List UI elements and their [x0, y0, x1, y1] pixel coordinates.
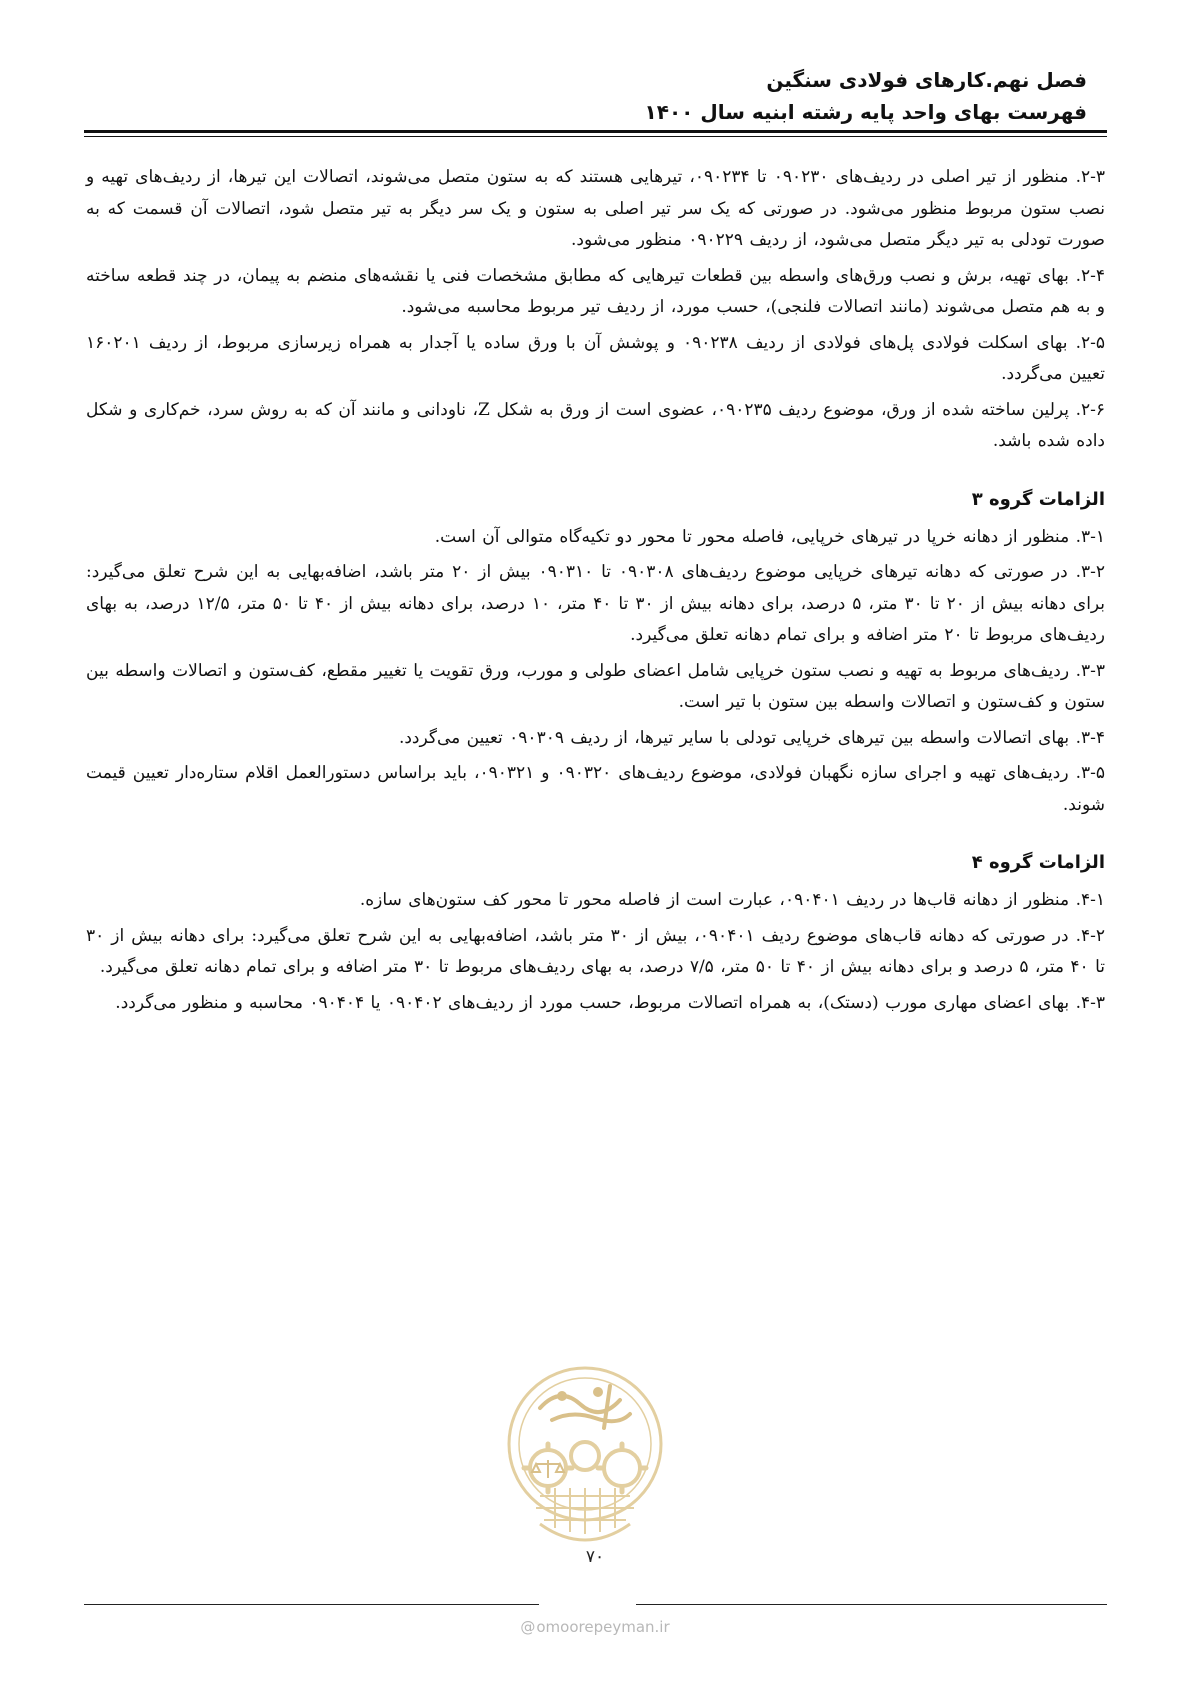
- paragraph-2-5: ۲-۵. بهای اسکلت فولادی پل‌های فولادی از ردیف ۰۹۰۲۳۸ و پوشش آن با ورق ساده یا آجدار به همراه زیرسازی مربوط، از ردیف ۱۶۰۲۰۱ تعیین می‌گردد.: [86, 332, 1105, 384]
- footer-rule-right: [636, 1604, 1107, 1605]
- footer-watermark-handle: [505, 1618, 685, 1636]
- paragraph-3-5: ۳-۵. ردیف‌های تهیه و اجرای سازه نگهبان فولادی، موضوع ردیف‌های ۰۹۰۳۲۰ و ۰۹۰۳۲۱، باید براساس دستورالعمل اقلام ستاره‌دار تعیین قیمت شوند.: [86, 763, 1105, 815]
- section-2-continued: [86, 162, 1105, 458]
- paragraph-2-6: ۲-۶. پرلین ساخته شده از ورق، موضوع ردیف ۰۹۰۲۳۵، عضوی است از ورق به شکل Z، ناودانی و مانند آن که به روش سرد، خم‌کاری و شکل داده شده باشد.: [86, 399, 1105, 451]
- chapter-title: فصل نهم.کارهای فولادی سنگین: [766, 68, 1087, 92]
- footer-rule-left: [84, 1604, 539, 1605]
- paragraph-3-2: ۳-۲. در صورتی که دهانه تیرهای خرپایی موضوع ردیف‌های ۰۹۰۳۰۸ تا ۰۹۰۳۱۰ بیش از ۲۰ متر باشد، اضافه‌بهایی به این شرح تعلق می‌گیرد: برای دهانه بیش از ۲۰ تا ۳۰ متر، ۵ درصد، برای دهانه بیش از ۳۰ تا ۴۰ متر، ۱۰ درصد، برای دهانه بیش از ۴۰ تا ۵۰ متر، ۱۲/۵ درصد، به بهای ردیف‌های مربوط تا ۲۰ متر اضافه و برای تمام دهانه تعلق می‌گیرد.: [86, 562, 1106, 645]
- paragraph-4-3: ۴-۳. بهای اعضای مهاری مورب (دستک)، به همراه اتصالات مربوط، حسب مورد از ردیف‌های ۰۹۰۴۰۲ یا ۰۹۰۴۰۴ محاسبه و منظور می‌گردد.: [115, 992, 1105, 1013]
- paragraph-3-1: ۳-۱. منظور از دهانه خرپا در تیرهای خرپایی، فاصله محور تا محور دو تکیه‌گاه متوالی آن است.: [434, 526, 1105, 547]
- handle-text: omoorepeyman.ir: [536, 1618, 670, 1636]
- group-3-requirements: [86, 484, 1105, 822]
- page-number: ۷۰: [585, 1547, 605, 1567]
- body-content: [86, 162, 1105, 1023]
- paragraph-2-4: ۲-۴. بهای تهیه، برش و نصب ورق‌های واسطه بین قطعات تیرهایی که مطابق مشخصات فنی یا نقشه‌های منضم به پیمان، در چند قطعه ساخته و به هم متصل می‌شوند (مانند اتصالات فلنجی)، حسب مورد، از ردیف تیر مربوط محاسبه می‌شود.: [86, 265, 1105, 317]
- paragraph-3-3: ۳-۳. ردیف‌های مربوط به تهیه و نصب ستون خرپایی شامل اعضای طولی و مورب، ورق تقویت یا تغییر مقطع، کف‌ستون و اتصالات واسطه بین ستون و کف‌ستون و اتصالات واسطه بین ستون با تیر است.: [86, 660, 1105, 712]
- at-icon: @: [520, 1618, 536, 1636]
- page-header: [645, 64, 1087, 128]
- scales-and-gears-seal-icon: [500, 1356, 670, 1566]
- watermark-seal: [500, 1356, 670, 1566]
- group-4-heading: الزامات گروه ۴: [971, 852, 1105, 873]
- header-rule-thick: [84, 130, 1107, 133]
- paragraph-3-4: ۳-۴. بهای اتصالات واسطه بین تیرهای خرپایی تودلی با سایر تیرها، از ردیف ۰۹۰۳۰۹ تعیین می‌گردد.: [398, 727, 1105, 748]
- paragraph-4-2: ۴-۲. در صورتی که دهانه قاب‌های موضوع ردیف ۰۹۰۴۰۱، بیش از ۳۰ متر باشد، اضافه‌بهایی به این شرح تعلق می‌گیرد: برای دهانه بیش از ۳۰ تا ۴۰ متر، ۵ درصد و برای دهانه بیش از ۴۰ تا ۵۰ متر، ۷/۵ درصد، به بهای ردیف‌های مربوط تا ۳۰ متر اضافه و برای تمام دهانه تعلق می‌گیرد.: [86, 925, 1105, 977]
- paragraph-2-3: ۲-۳. منظور از تیر اصلی در ردیف‌های ۰۹۰۲۳۰ تا ۰۹۰۲۳۴، تیرهایی هستند که به ستون متصل می‌شوند، اتصالات این تیرها، از ردیف‌های تهیه و نصب ستون مربوط منظور می‌شود. در صورتی که یک سر تیر اصلی به ستون و یک سر دیگر به تیر متصل شود، اتصالات آن قسمت که به صورت تودلی به تیر دیگر متصل می‌شود، از ردیف ۰۹۰۲۲۹ منظور می‌شود.: [86, 167, 1105, 250]
- group-4-requirements: [86, 847, 1105, 1019]
- header-rule-thin: [84, 136, 1107, 137]
- paragraph-4-1: ۴-۱. منظور از دهانه قاب‌ها در ردیف ۰۹۰۴۰۱، عبارت است از فاصله محور تا محور کف ستون‌های سازه.: [359, 890, 1105, 910]
- group-3-heading: الزامات گروه ۳: [971, 488, 1105, 510]
- document-subtitle: فهرست بهای واحد پایه رشته ابنیه سال ۱۴۰۰: [644, 100, 1087, 124]
